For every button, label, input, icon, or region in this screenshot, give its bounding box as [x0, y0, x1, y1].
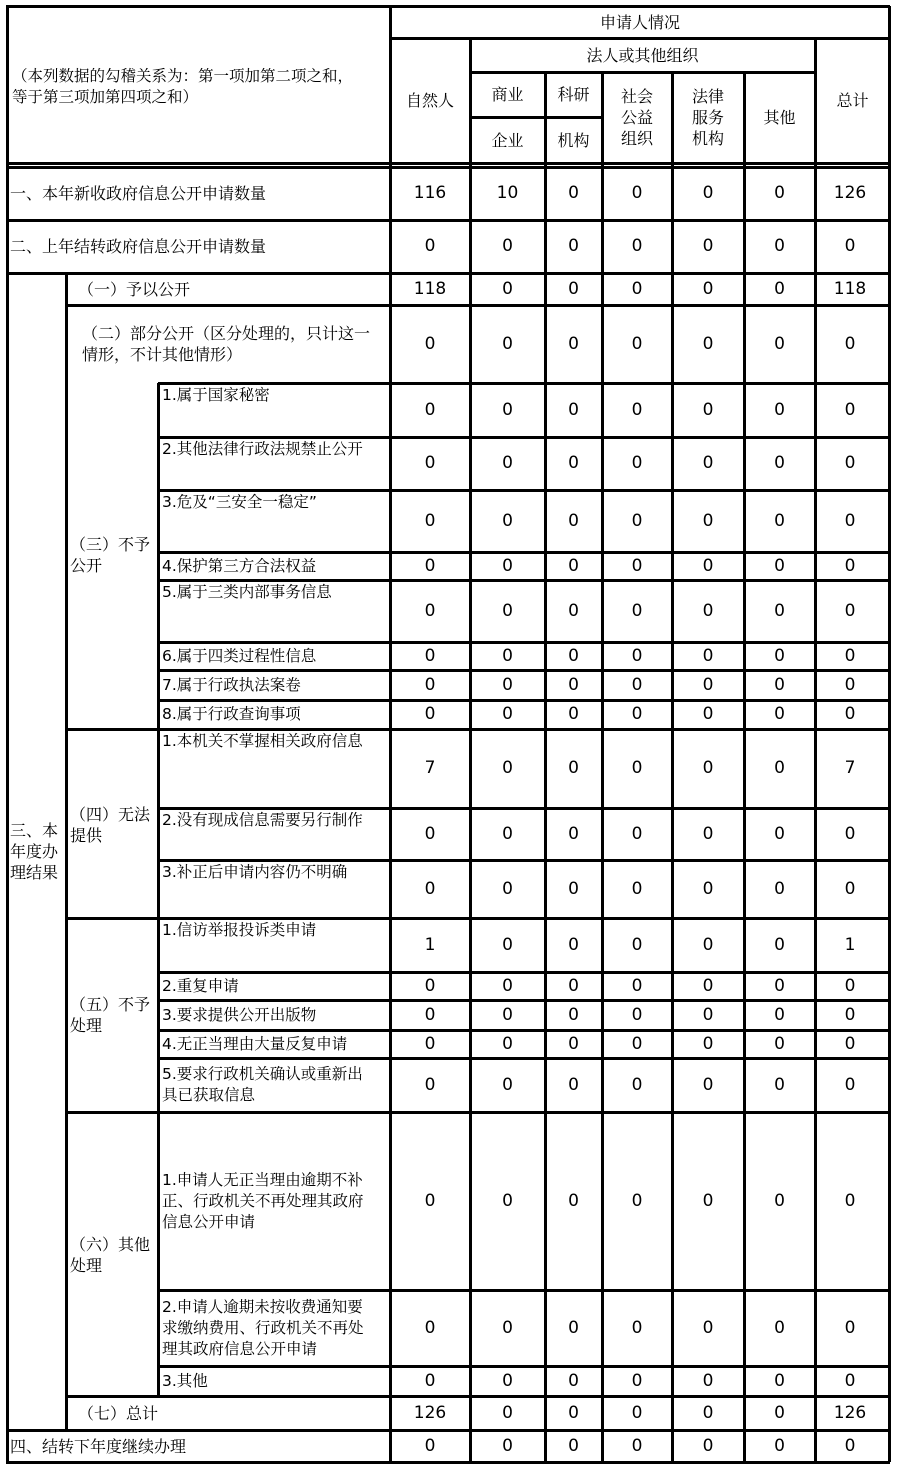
cell-other-other-legal-service-org: 0 — [702, 1370, 714, 1391]
cell-partially-disclosed-total: 0 — [844, 333, 856, 354]
cell-carried-to-next-year-natural-person: 0 — [424, 1435, 436, 1456]
cell-not-disclosed-third-party-commercial-enterprise: 0 — [502, 555, 513, 576]
cell-other-no-correction-total: 0 — [844, 1190, 856, 1211]
cell-not-processed-confirm-natural-person: 0 — [424, 1074, 436, 1095]
cell-not-disclosed-internal-affairs-legal-service-org: 0 — [702, 600, 714, 621]
section-new-this-year: 一、本年新收政府信息公开申请数量 — [10, 184, 267, 203]
item-label-i5-1: 1.信访举报投诉类申请 — [162, 921, 317, 939]
cell-not-processed-petition-total: 1 — [844, 934, 856, 955]
cell-not-disclosed-three-security-research-institution: 0 — [568, 510, 579, 531]
cell-not-disclosed-process-info-other: 0 — [774, 645, 785, 666]
cell-not-disclosed-process-info-legal-service-org: 0 — [702, 645, 714, 666]
group-not-processed: （五）不予 处理 — [70, 995, 151, 1035]
cell-not-disclosed-prohibited-by-law-total: 0 — [844, 453, 856, 473]
header-research-bottom: 机构 — [557, 130, 590, 150]
cell-not-processed-duplicate-legal-service-org: 0 — [702, 975, 714, 996]
cell-not-disclosed-query-matters-other: 0 — [774, 704, 785, 724]
cell-other-no-fee-social-welfare-org: 0 — [631, 1317, 643, 1338]
cell-unavailable-not-held-legal-service-org: 0 — [702, 758, 714, 778]
cell-unavailable-unclear-other: 0 — [774, 878, 785, 899]
cell-not-processed-repeated-social-welfare-org: 0 — [631, 1033, 643, 1054]
cell-not-processed-confirm-other: 0 — [774, 1074, 785, 1095]
header-legal-service: 法律 服务 机构 — [691, 87, 724, 148]
cell-not-processed-confirm-social-welfare-org: 0 — [631, 1074, 643, 1095]
cell-unavailable-unclear-legal-service-org: 0 — [702, 878, 714, 899]
cell-carried-from-last-year-natural-person: 0 — [424, 236, 436, 256]
cell-not-disclosed-third-party-social-welfare-org: 0 — [631, 555, 643, 576]
cell-not-disclosed-internal-affairs-total: 0 — [844, 600, 856, 621]
cell-not-processed-duplicate-social-welfare-org: 0 — [631, 975, 643, 996]
cell-not-disclosed-state-secret-other: 0 — [774, 399, 785, 420]
cell-not-disclosed-enforcement-files-social-welfare-org: 0 — [631, 674, 643, 695]
cell-not-processed-confirm-research-institution: 0 — [568, 1074, 579, 1095]
item-label-i3-6: 6.属于四类过程性信息 — [162, 646, 317, 665]
cell-carried-from-last-year-legal-service-org: 0 — [702, 236, 714, 256]
table-left-border — [6, 6, 9, 1462]
cell-unavailable-unclear-research-institution: 0 — [568, 878, 579, 899]
cell-result-total-commercial-enterprise: 0 — [502, 1402, 513, 1423]
cell-not-disclosed-third-party-natural-person: 0 — [424, 555, 436, 576]
cell-carried-from-last-year-research-institution: 0 — [568, 236, 579, 256]
cell-not-disclosed-internal-affairs-other: 0 — [774, 600, 785, 621]
cell-not-disclosed-process-info-natural-person: 0 — [424, 645, 436, 666]
cell-result-total-natural-person: 126 — [413, 1402, 447, 1423]
cell-not-processed-duplicate-commercial-enterprise: 0 — [502, 975, 513, 996]
cell-unavailable-needs-creation-natural-person: 0 — [424, 823, 436, 844]
cell-not-disclosed-enforcement-files-commercial-enterprise: 0 — [502, 674, 513, 695]
cell-other-other-commercial-enterprise: 0 — [502, 1370, 513, 1391]
cell-partially-disclosed-research-institution: 0 — [568, 333, 579, 354]
cell-not-processed-publication-commercial-enterprise: 0 — [502, 1004, 513, 1025]
cell-not-disclosed-internal-affairs-commercial-enterprise: 0 — [502, 600, 513, 621]
cell-not-disclosed-enforcement-files-natural-person: 0 — [424, 674, 436, 695]
cell-not-disclosed-state-secret-social-welfare-org: 0 — [631, 399, 643, 420]
cell-not-disclosed-state-secret-research-institution: 0 — [568, 399, 579, 420]
item-label-i5-4: 4.无正当理由大量反复申请 — [162, 1034, 348, 1053]
item-label-i3-2: 2.其他法律行政法规禁止公开 — [162, 440, 363, 458]
header-legal-or-other: 法人或其他组织 — [586, 45, 699, 65]
cell-unavailable-unclear-social-welfare-org: 0 — [631, 878, 643, 899]
cell-carried-from-last-year-social-welfare-org: 0 — [631, 236, 643, 256]
item-label-i5-2: 2.重复申请 — [162, 976, 239, 995]
cell-not-disclosed-query-matters-legal-service-org: 0 — [702, 704, 714, 724]
cell-carried-to-next-year-other: 0 — [774, 1435, 785, 1456]
table-right-border — [888, 6, 891, 1462]
cell-not-disclosed-query-matters-natural-person: 0 — [424, 704, 436, 724]
cell-not-disclosed-process-info-research-institution: 0 — [568, 645, 579, 666]
cell-other-no-fee-legal-service-org: 0 — [702, 1317, 714, 1338]
cell-carried-to-next-year-commercial-enterprise: 0 — [502, 1435, 513, 1456]
cell-not-disclosed-third-party-research-institution: 0 — [568, 555, 579, 576]
header-note: （本列数据的勾稽关系为：第一项加第二项之和， 等于第三项加第四项之和） — [12, 67, 354, 106]
header-commercial-top: 商业 — [491, 85, 524, 104]
group-not-disclosed: （三）不予 公开 — [70, 535, 151, 575]
cell-not-disclosed-prohibited-by-law-other: 0 — [774, 453, 785, 473]
cell-carried-to-next-year-total: 0 — [844, 1435, 856, 1456]
cell-not-processed-repeated-commercial-enterprise: 0 — [502, 1033, 513, 1054]
cell-other-no-correction-natural-person: 0 — [424, 1190, 436, 1211]
cell-not-disclosed-internal-affairs-social-welfare-org: 0 — [631, 600, 643, 621]
group-other-processing: （六）其他 处理 — [70, 1235, 151, 1275]
cell-not-disclosed-process-info-commercial-enterprise: 0 — [502, 645, 513, 666]
header-other: 其他 — [763, 108, 796, 127]
cell-disclosed-legal-service-org: 0 — [702, 278, 714, 299]
cell-unavailable-not-held-other: 0 — [774, 758, 785, 778]
cell-new-this-year-research-institution: 0 — [568, 183, 579, 203]
cell-result-total-legal-service-org: 0 — [702, 1402, 714, 1423]
cell-not-processed-publication-other: 0 — [774, 1004, 785, 1025]
cell-not-processed-duplicate-total: 0 — [844, 975, 856, 996]
cell-carried-to-next-year-social-welfare-org: 0 — [631, 1435, 643, 1456]
cell-carried-to-next-year-research-institution: 0 — [568, 1435, 579, 1456]
item-label-i6-1: 1.申请人无正当理由逾期不补 正、行政机关不再处理其政府 信息公开申请 — [162, 1170, 364, 1231]
cell-not-processed-petition-social-welfare-org: 0 — [631, 934, 643, 955]
cell-unavailable-needs-creation-total: 0 — [844, 823, 856, 844]
cell-not-disclosed-process-info-social-welfare-org: 0 — [631, 645, 643, 666]
cell-disclosed-commercial-enterprise: 0 — [502, 278, 513, 299]
cell-not-disclosed-three-security-other: 0 — [774, 510, 785, 531]
cell-not-processed-petition-other: 0 — [774, 934, 785, 955]
item-label-i3-5: 5.属于三类内部事务信息 — [162, 583, 332, 601]
cell-unavailable-needs-creation-research-institution: 0 — [568, 823, 579, 844]
cell-not-disclosed-prohibited-by-law-commercial-enterprise: 0 — [502, 453, 513, 473]
group-partially-disclosed: （二）部分公开（区分处理的，只计这一 情形，不计其他情形） — [82, 324, 371, 364]
cell-new-this-year-commercial-enterprise: 10 — [496, 183, 519, 203]
cell-not-disclosed-three-security-commercial-enterprise: 0 — [502, 510, 513, 531]
cell-partially-disclosed-natural-person: 0 — [424, 333, 436, 354]
cell-not-processed-duplicate-research-institution: 0 — [568, 975, 579, 996]
cell-not-disclosed-third-party-total: 0 — [844, 555, 856, 576]
cell-unavailable-not-held-natural-person: 7 — [424, 758, 436, 778]
item-label-i5-3: 3.要求提供公开出版物 — [162, 1005, 317, 1024]
cell-unavailable-not-held-commercial-enterprise: 0 — [502, 758, 513, 778]
cell-disclosed-total: 118 — [833, 278, 867, 299]
cell-unavailable-needs-creation-commercial-enterprise: 0 — [502, 823, 513, 844]
cell-not-processed-petition-natural-person: 1 — [424, 934, 436, 955]
cell-partially-disclosed-other: 0 — [774, 333, 785, 354]
cell-not-disclosed-state-secret-legal-service-org: 0 — [702, 399, 714, 420]
cell-disclosed-research-institution: 0 — [568, 278, 579, 299]
cell-other-no-correction-legal-service-org: 0 — [702, 1190, 714, 1211]
cell-not-disclosed-third-party-legal-service-org: 0 — [702, 555, 714, 576]
cell-not-disclosed-state-secret-natural-person: 0 — [424, 399, 436, 420]
cell-not-processed-petition-research-institution: 0 — [568, 934, 579, 955]
cell-disclosed-other: 0 — [774, 278, 785, 299]
cell-not-disclosed-prohibited-by-law-research-institution: 0 — [568, 453, 579, 473]
item-label-i3-8: 8.属于行政查询事项 — [162, 705, 301, 723]
item-label-i6-3: 3.其他 — [162, 1371, 208, 1390]
cell-not-processed-repeated-natural-person: 0 — [424, 1033, 436, 1054]
cell-not-processed-confirm-total: 0 — [844, 1074, 856, 1095]
cell-unavailable-needs-creation-other: 0 — [774, 823, 785, 844]
cell-other-other-total: 0 — [844, 1370, 856, 1391]
cell-result-total-total: 126 — [833, 1402, 867, 1423]
group-total: （七）总计 — [78, 1403, 159, 1423]
cell-not-processed-petition-legal-service-org: 0 — [702, 934, 714, 955]
cell-carried-from-last-year-total: 0 — [844, 236, 856, 256]
cell-new-this-year-other: 0 — [774, 183, 785, 203]
cell-result-total-social-welfare-org: 0 — [631, 1402, 643, 1423]
cell-not-disclosed-enforcement-files-other: 0 — [774, 674, 785, 695]
cell-unavailable-needs-creation-social-welfare-org: 0 — [631, 823, 643, 844]
cell-partially-disclosed-commercial-enterprise: 0 — [502, 333, 513, 354]
cell-not-disclosed-prohibited-by-law-legal-service-org: 0 — [702, 453, 714, 473]
item-label-i3-3: 3.危及“三安全一稳定” — [162, 493, 317, 511]
cell-not-disclosed-internal-affairs-natural-person: 0 — [424, 600, 436, 621]
cell-not-disclosed-state-secret-commercial-enterprise: 0 — [502, 399, 513, 420]
cell-other-no-correction-research-institution: 0 — [568, 1190, 579, 1211]
cell-unavailable-not-held-social-welfare-org: 0 — [631, 758, 643, 778]
cell-not-processed-confirm-commercial-enterprise: 0 — [502, 1074, 513, 1095]
cell-not-disclosed-state-secret-total: 0 — [844, 399, 856, 420]
cell-not-processed-publication-legal-service-org: 0 — [702, 1004, 714, 1025]
cell-not-processed-publication-total: 0 — [844, 1004, 856, 1025]
cell-not-disclosed-enforcement-files-legal-service-org: 0 — [702, 674, 714, 695]
header-natural-person: 自然人 — [405, 91, 454, 110]
cell-disclosed-natural-person: 118 — [413, 278, 447, 299]
cell-not-processed-repeated-research-institution: 0 — [568, 1033, 579, 1054]
cell-partially-disclosed-social-welfare-org: 0 — [631, 333, 643, 354]
cell-result-total-research-institution: 0 — [568, 1402, 579, 1423]
header-commercial-bottom: 企业 — [491, 130, 524, 150]
cell-not-disclosed-internal-affairs-research-institution: 0 — [568, 600, 579, 621]
cell-other-no-fee-research-institution: 0 — [568, 1317, 579, 1338]
cell-new-this-year-social-welfare-org: 0 — [631, 183, 643, 203]
item-label-i3-4: 4.保护第三方合法权益 — [162, 556, 317, 575]
section-carried-from-last-year: 二、上年结转政府信息公开申请数量 — [10, 237, 267, 256]
cell-not-disclosed-three-security-social-welfare-org: 0 — [631, 510, 643, 531]
cell-other-no-fee-other: 0 — [774, 1317, 785, 1338]
cell-other-other-research-institution: 0 — [568, 1370, 579, 1391]
cell-not-processed-petition-commercial-enterprise: 0 — [502, 934, 513, 955]
cell-not-processed-publication-research-institution: 0 — [568, 1004, 579, 1025]
cell-unavailable-needs-creation-legal-service-org: 0 — [702, 823, 714, 844]
group-unavailable: （四）无法 提供 — [70, 805, 151, 845]
cell-new-this-year-legal-service-org: 0 — [702, 183, 714, 203]
cell-not-disclosed-enforcement-files-total: 0 — [844, 674, 856, 695]
cell-not-disclosed-prohibited-by-law-natural-person: 0 — [424, 453, 436, 473]
item-label-i4-2: 2.没有现成信息需要另行制作 — [162, 811, 363, 829]
cell-other-no-fee-total: 0 — [844, 1317, 856, 1338]
cell-carried-to-next-year-legal-service-org: 0 — [702, 1435, 714, 1456]
cell-carried-from-last-year-other: 0 — [774, 236, 785, 256]
cell-not-disclosed-query-matters-research-institution: 0 — [568, 704, 579, 724]
cell-unavailable-unclear-commercial-enterprise: 0 — [502, 878, 513, 899]
item-label-i5-5: 5.要求行政机关确认或重新出 具已获取信息 — [162, 1065, 363, 1104]
cell-result-total-other: 0 — [774, 1402, 785, 1423]
cell-not-processed-duplicate-other: 0 — [774, 975, 785, 996]
cell-not-disclosed-third-party-other: 0 — [774, 555, 785, 576]
item-label-i6-2: 2.申请人逾期未按收费通知要 求缴纳费用、行政机关不再处 理其政府信息公开申请 — [162, 1297, 364, 1358]
cell-not-disclosed-process-info-total: 0 — [844, 645, 856, 666]
cell-unavailable-unclear-natural-person: 0 — [424, 878, 436, 899]
cell-other-no-correction-social-welfare-org: 0 — [631, 1190, 643, 1211]
section-processing-results: 三、本 年度办 理结果 — [10, 821, 59, 882]
cell-other-no-correction-commercial-enterprise: 0 — [502, 1190, 513, 1211]
cell-not-processed-repeated-other: 0 — [774, 1033, 785, 1054]
cell-partially-disclosed-legal-service-org: 0 — [702, 333, 714, 354]
header-applicant-situation: 申请人情况 — [599, 12, 680, 32]
cell-unavailable-unclear-total: 0 — [844, 878, 856, 899]
header-social-welfare: 社会 公益 组织 — [620, 87, 653, 148]
item-label-i3-1: 1.属于国家秘密 — [162, 386, 270, 404]
cell-not-disclosed-three-security-total: 0 — [844, 510, 856, 531]
cell-new-this-year-natural-person: 116 — [413, 183, 447, 203]
cell-not-disclosed-three-security-legal-service-org: 0 — [702, 510, 714, 531]
cell-not-processed-publication-social-welfare-org: 0 — [631, 1004, 643, 1025]
group-disclosed: （一）予以公开 — [78, 279, 191, 299]
cell-new-this-year-total: 126 — [833, 183, 867, 203]
cell-not-processed-publication-natural-person: 0 — [424, 1004, 436, 1025]
cell-not-processed-repeated-total: 0 — [844, 1033, 856, 1054]
cell-other-other-other: 0 — [774, 1370, 785, 1391]
header-research-top: 科研 — [557, 85, 590, 104]
item-label-i4-1: 1.本机关不掌握相关政府信息 — [162, 732, 363, 750]
cell-other-other-social-welfare-org: 0 — [631, 1370, 643, 1391]
cell-other-other-natural-person: 0 — [424, 1370, 436, 1391]
cell-not-disclosed-query-matters-commercial-enterprise: 0 — [502, 704, 513, 724]
cell-not-processed-confirm-legal-service-org: 0 — [702, 1074, 714, 1095]
cell-not-disclosed-query-matters-total: 0 — [844, 704, 856, 724]
cell-other-no-fee-natural-person: 0 — [424, 1317, 436, 1338]
item-label-i3-7: 7.属于行政执法案卷 — [162, 675, 301, 694]
cell-not-disclosed-three-security-natural-person: 0 — [424, 510, 436, 531]
item-label-i4-3: 3.补正后申请内容仍不明确 — [162, 863, 348, 881]
cell-other-no-fee-commercial-enterprise: 0 — [502, 1317, 513, 1338]
cell-other-no-correction-other: 0 — [774, 1190, 785, 1211]
cell-not-processed-repeated-legal-service-org: 0 — [702, 1033, 714, 1054]
cell-unavailable-not-held-research-institution: 0 — [568, 758, 579, 778]
cell-carried-from-last-year-commercial-enterprise: 0 — [502, 236, 513, 256]
cell-not-disclosed-prohibited-by-law-social-welfare-org: 0 — [631, 453, 643, 473]
section-carried-to-next-year: 四、结转下年度继续办理 — [10, 1436, 187, 1456]
cell-not-processed-duplicate-natural-person: 0 — [424, 975, 436, 996]
cell-disclosed-social-welfare-org: 0 — [631, 278, 643, 299]
cell-unavailable-not-held-total: 7 — [844, 758, 856, 778]
cell-not-disclosed-query-matters-social-welfare-org: 0 — [631, 704, 643, 724]
cell-not-disclosed-enforcement-files-research-institution: 0 — [568, 674, 579, 695]
header-total: 总计 — [836, 91, 869, 110]
